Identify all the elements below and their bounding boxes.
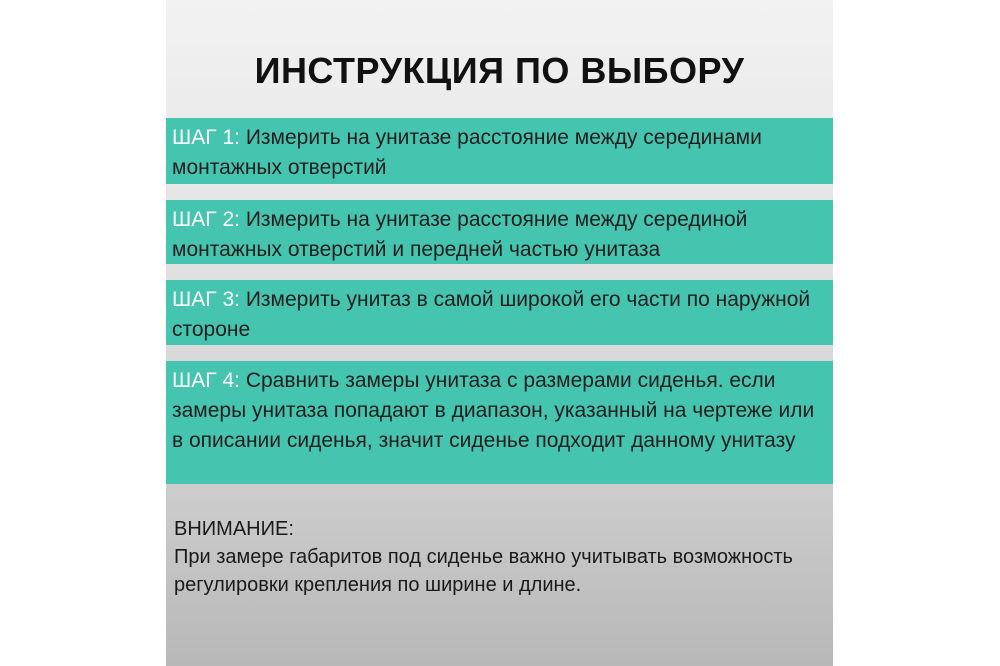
step-4-text: Сравнить замеры унитаза с размерами сиденья. если замеры унитаза попадают в диапазон, указанный на чертеже или в описании сиденья, значит сиденье подходит данному унитазу <box>172 369 815 452</box>
step-2-text: Измерить на унитазе расстояние между серединой монтажных отверстий и передней частью унитаза <box>172 208 748 261</box>
notice-block <box>174 515 824 599</box>
step-1-text: Измерить на унитазе расстояние между серединами монтажных отверстий <box>172 126 762 179</box>
page-title: ИНСТРУКЦИЯ ПО ВЫБОРУ <box>254 50 745 91</box>
step-3-text: Измерить унитаз в самой широкой его части по наружной стороне <box>172 288 811 341</box>
instruction-card <box>166 0 833 666</box>
step-2-block <box>166 200 833 264</box>
notice-title: ВНИМАНИЕ: <box>174 518 294 540</box>
step-4-label: ШАГ 4: <box>172 369 240 392</box>
step-2-label: ШАГ 2: <box>172 208 240 231</box>
step-3-label: ШАГ 3: <box>172 288 240 311</box>
notice-text: При замере габаритов под сиденье важно учитывать возможность регулировки крепления по ширине и длине. <box>174 546 793 596</box>
step-1-label: ШАГ 1: <box>172 126 240 149</box>
step-1-block <box>166 118 833 184</box>
step-3-block <box>166 280 833 345</box>
step-4-block <box>166 361 833 484</box>
